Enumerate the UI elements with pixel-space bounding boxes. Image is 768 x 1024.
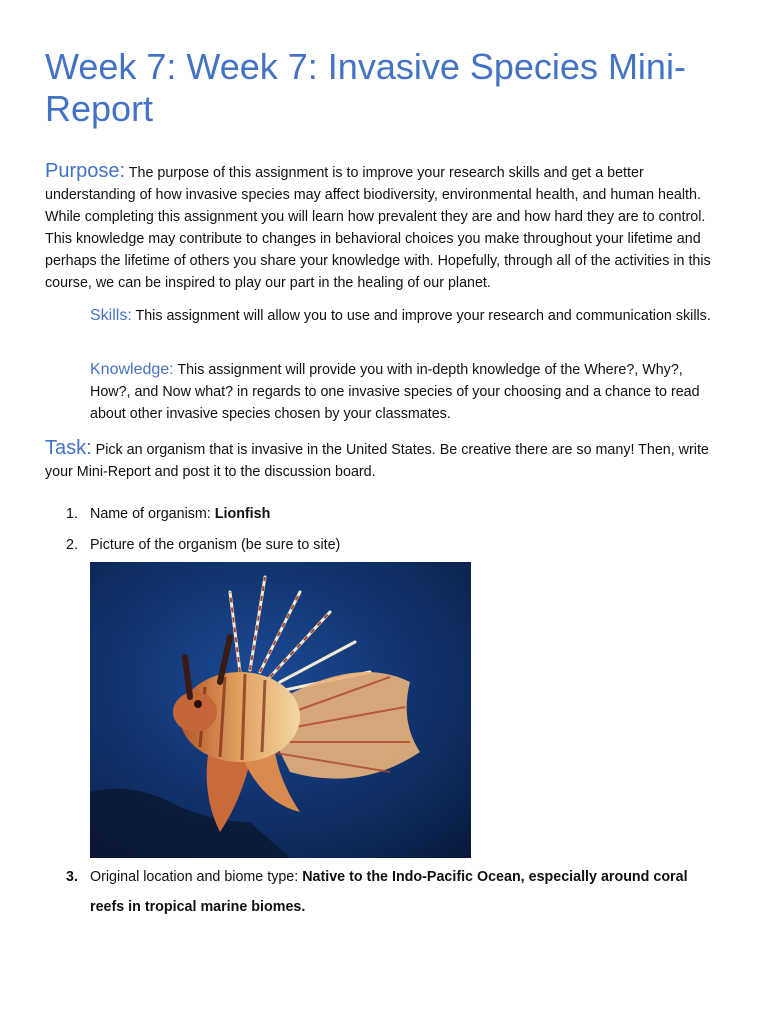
list-item <box>66 862 720 922</box>
list-answer: Native to the Indo-Pacific Ocean, especially around coral reefs in tropical marine biomes. <box>90 869 688 915</box>
task-text: Pick an organism that is invasive in the United States. Be creative there are so many! Then, write your Mini-Report and post it to the discussion board. <box>45 442 709 480</box>
purpose-paragraph <box>45 160 725 294</box>
page-title: Week 7: Week 7: Invasive Species Mini-Report <box>45 46 686 129</box>
list-label: Original location and biome type: <box>90 869 303 885</box>
list-item <box>66 534 720 556</box>
list-number: 3. <box>66 869 78 885</box>
knowledge-text: This assignment will provide you with in-depth knowledge of the Where?, Why?, How?, and Now what? in regards to one invasive species of your choosing and a chance to read about other invasive species chosen by your classmates. <box>90 362 700 422</box>
skills-text: This assignment will allow you to use and improve your research and communication skills. <box>131 308 711 324</box>
list-label: Picture of the organism (be sure to site) <box>90 537 341 553</box>
list-answer: Lionfish <box>214 506 271 522</box>
purpose-heading: Purpose: <box>45 160 126 182</box>
knowledge-heading: Knowledge: <box>90 361 174 378</box>
purpose-text: The purpose of this assignment is to improve your research skills and get a better understanding of how invasive species may affect biodiversity, environmental health, and human health. While completing this assignment you will learn how prevalent they are and how hard they are to control. This knowledge may contribute to changes in behavioral choices you make throughout your lifetime and perhaps the lifetime of others you share your knowledge with. Hopefully, through all of the activities in this course, we can be inspired to play our part in the healing of our planet. <box>45 165 711 291</box>
list-number: 1. <box>66 506 78 522</box>
list-label: Name of organism: <box>90 506 215 522</box>
knowledge-paragraph <box>90 359 720 425</box>
task-paragraph <box>45 437 725 483</box>
skills-heading: Skills: <box>90 307 132 324</box>
skills-paragraph <box>90 305 720 327</box>
lionfish-photo <box>90 562 471 858</box>
task-heading: Task: <box>45 437 92 459</box>
list-item <box>66 503 720 525</box>
list-number: 2. <box>66 537 78 553</box>
